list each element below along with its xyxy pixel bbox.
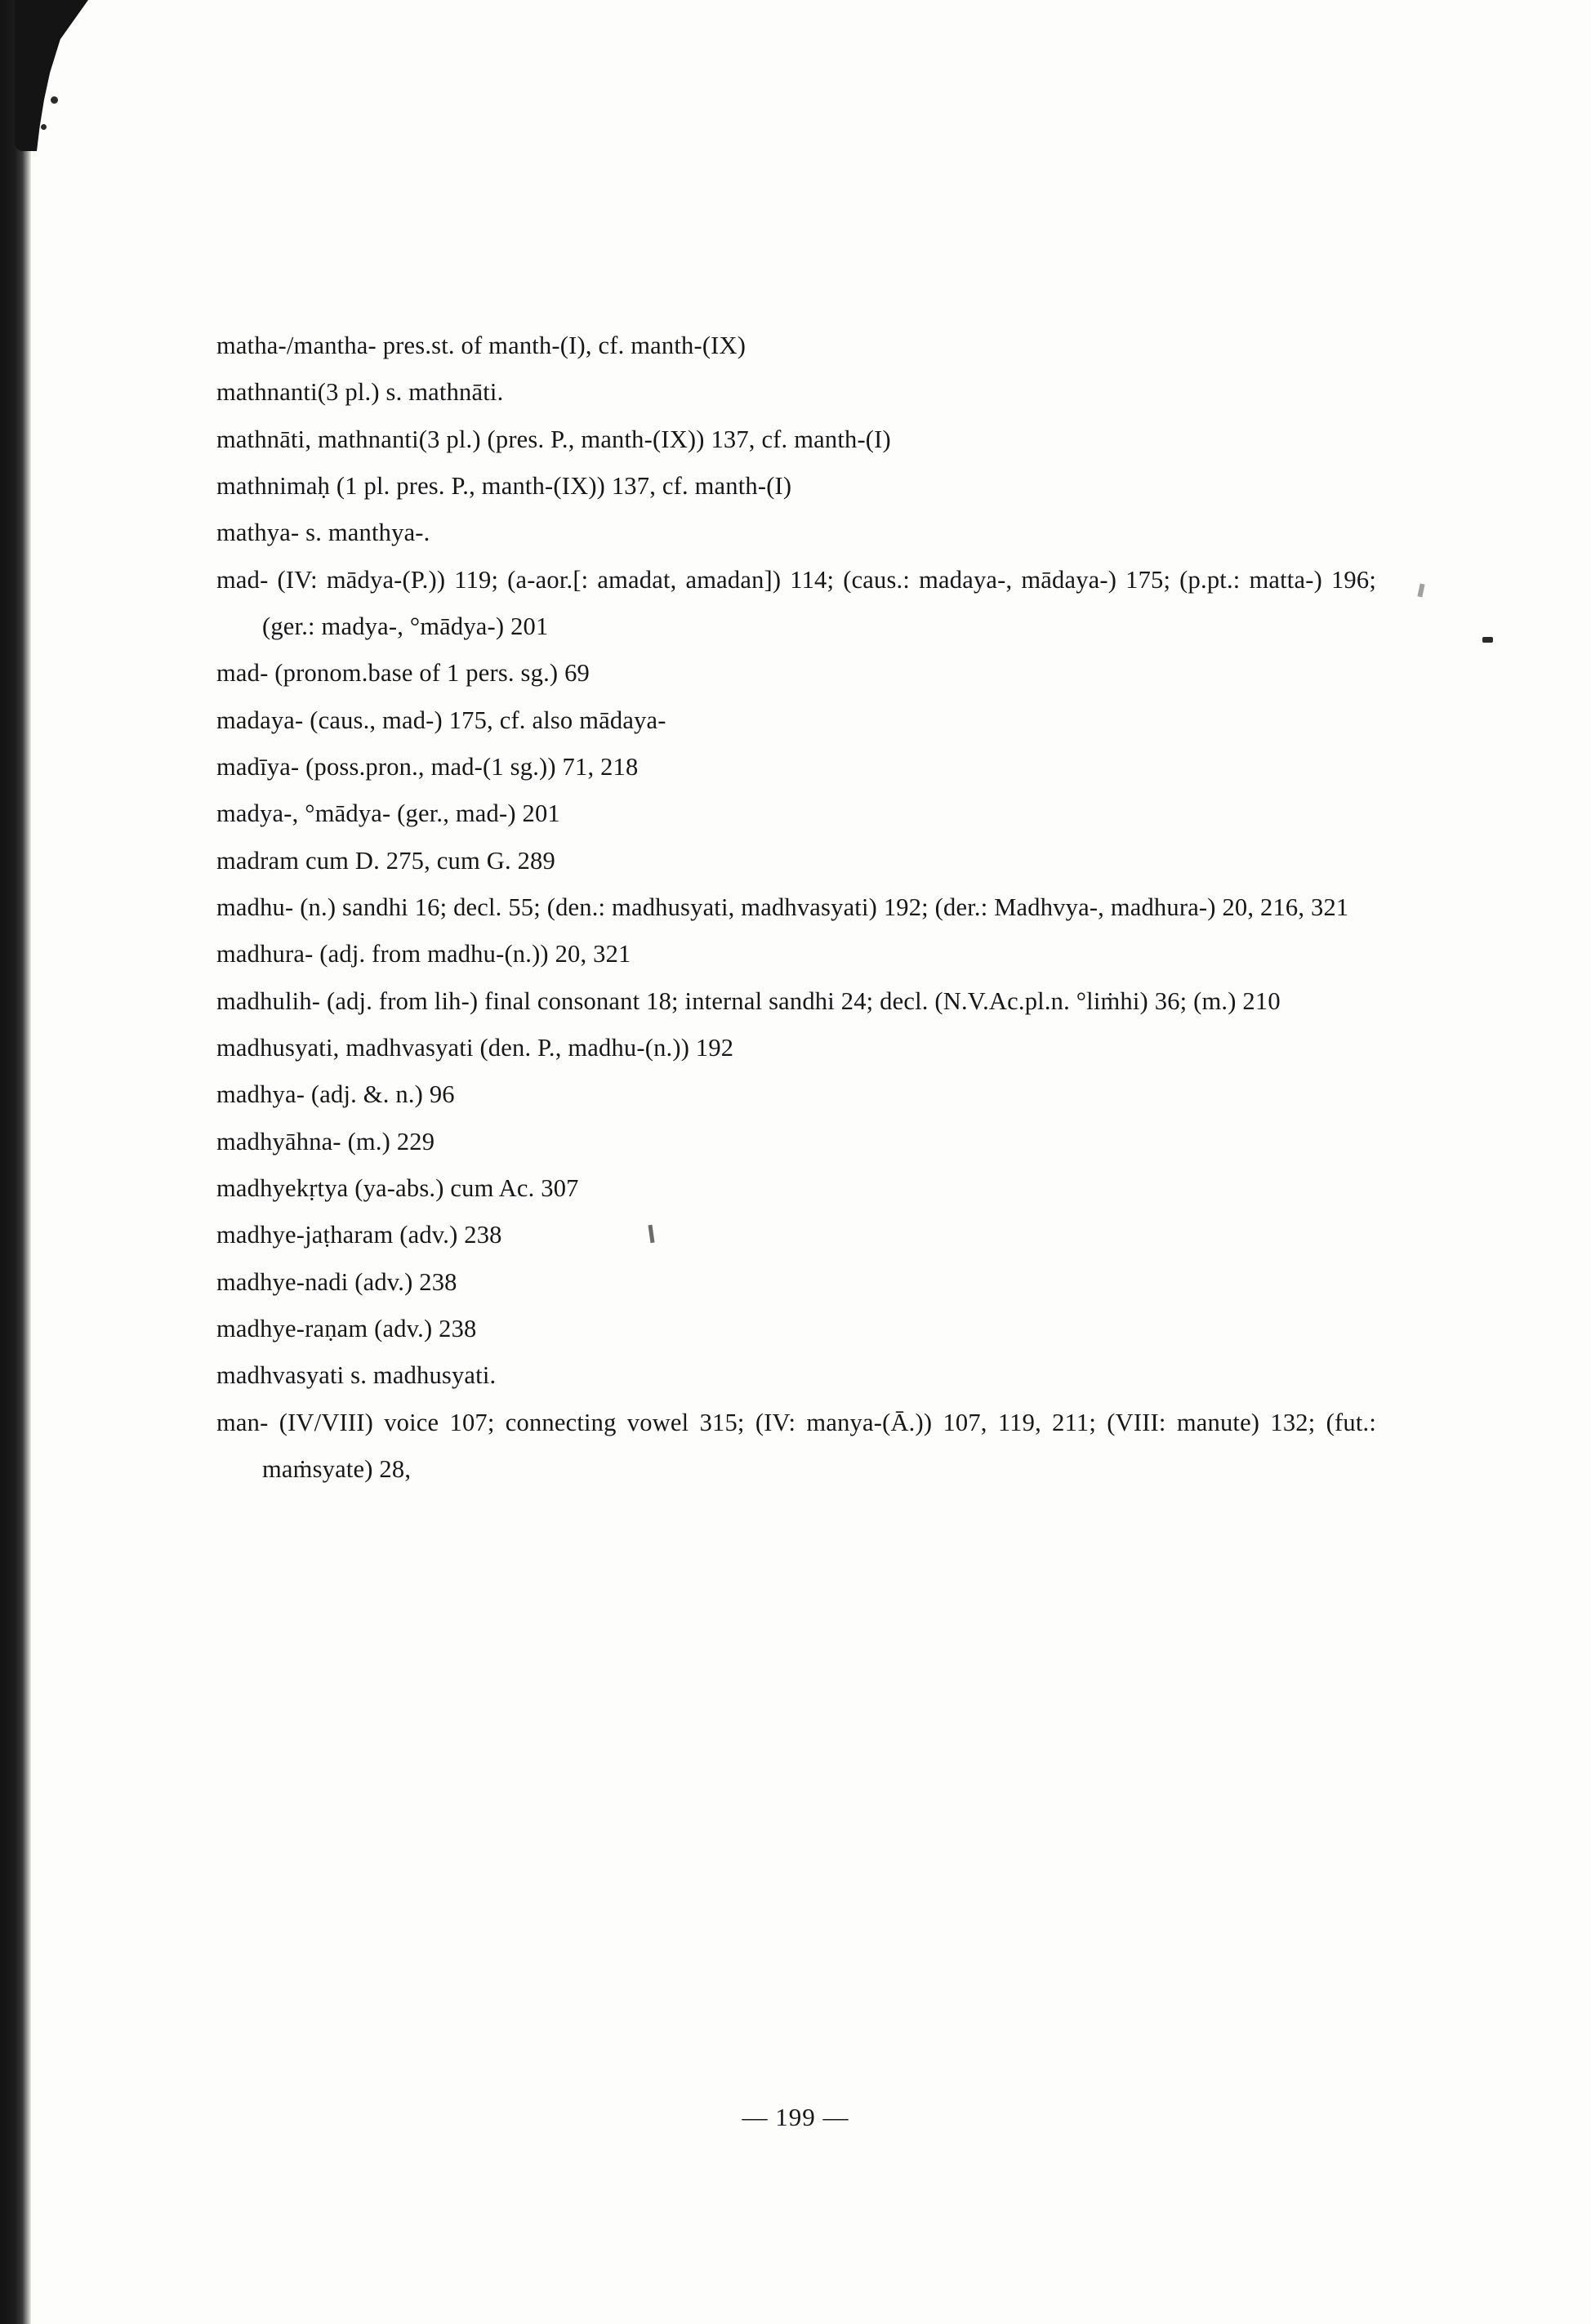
index-entry — [216, 369, 1376, 416]
scan-speck — [51, 96, 58, 104]
index-entry — [216, 1400, 1376, 1494]
scan-speck — [41, 124, 47, 130]
entry-body: (caus., mad-) 175, cf. also mādaya- — [303, 706, 666, 734]
entry-headword: madhyekṛtya — [216, 1173, 349, 1202]
index-entry — [216, 931, 1376, 977]
index-entry — [216, 650, 1376, 697]
index-entry — [216, 1352, 1376, 1399]
entry-body: (poss.pron., mad-(1 sg.)) 71, 218 — [299, 752, 639, 781]
entry-body: (adv.) 238 — [348, 1267, 457, 1296]
margin-mark — [1482, 637, 1493, 643]
entry-body: (ya-abs.) cum Ac. 307 — [348, 1173, 579, 1202]
page-gutter-shadow — [0, 0, 31, 2324]
entry-body: (adj. &. n.) 96 — [305, 1080, 455, 1109]
entry-body: s. manthya-. — [299, 519, 430, 547]
entry-headword: mathnimaḥ — [216, 471, 331, 500]
index-entry — [216, 1025, 1376, 1071]
index-entry — [216, 510, 1376, 556]
entry-headword: madhura- — [216, 940, 314, 968]
entry-headword: mad- — [216, 659, 269, 688]
entry-body: (pronom.base of 1 pers. sg.) 69 — [268, 659, 590, 688]
entry-headword: mathnanti(3 pl.) — [216, 378, 380, 407]
index-entry — [216, 1212, 1376, 1258]
index-entry — [216, 416, 1376, 463]
entry-body: (n.) sandhi 16; decl. 55; (den.: madhusyati, madhvasyati) 192; (der.: Madhvya-, madhura-) 20, 216, 321 — [293, 893, 1349, 921]
page-number: — 199 — — [742, 2103, 849, 2131]
entry-body: (pres. P., manth-(IX)) 137, cf. manth-(I) — [480, 425, 891, 453]
index-entry — [216, 1259, 1376, 1306]
index-entry — [216, 463, 1376, 510]
entry-headword: madhye-jaṭharam — [216, 1221, 394, 1249]
entry-headword: mad- — [216, 565, 269, 594]
index-entry — [216, 884, 1376, 931]
entry-body: s. mathnāti. — [379, 378, 504, 407]
entry-headword: madīya- — [216, 752, 300, 781]
entry-headword: madaya- — [216, 706, 304, 734]
entry-body: s. madhusyati. — [344, 1361, 497, 1390]
entry-headword: madhye-nadi — [216, 1267, 349, 1296]
entry-headword: madhye-raṇam — [216, 1314, 368, 1342]
entry-body: (adv.) 238 — [393, 1221, 502, 1249]
entry-body: (ger., mad-) 201 — [390, 799, 560, 828]
entry-headword: madhusyati, madhvasyati — [216, 1033, 474, 1062]
index-entry — [216, 1119, 1376, 1165]
entry-headword: madhyāhna- — [216, 1127, 341, 1155]
entry-body: (den. P., madhu-(n.)) 192 — [473, 1033, 734, 1062]
index-entry — [216, 557, 1376, 651]
entry-headword: madya-, °mādya- — [216, 799, 391, 828]
entry-headword: madhulih- — [216, 986, 321, 1015]
entry-body: (IV/VIII) voice 107; connecting vowel 315; (IV: manya-(Ā.)) 107, 119, 211; (VIII: manute) 132; (fut.: maṁsyate) 28, — [262, 1408, 1376, 1483]
entry-headword: madram — [216, 846, 300, 875]
index-entry-list — [216, 323, 1376, 1493]
entry-body: (IV: mādya-(P.)) 119; (a-aor.[: amadat, amadan]) 114; (caus.: madaya-, mādaya-) 175; (p.pt.: matta-) 196; (ger.: madya-, °mādya-) 201 — [262, 565, 1376, 640]
index-entry — [216, 1306, 1376, 1352]
entry-body: (1 pl. pres. P., manth-(IX)) 137, cf. manth-(I) — [330, 471, 792, 500]
index-entry — [216, 978, 1376, 1025]
index-entry — [216, 323, 1376, 369]
entry-body: (adj. from lih-) final consonant 18; internal sandhi 24; decl. (N.V.Ac.pl.n. °liṁhi) 36; (m.) 210 — [320, 986, 1281, 1015]
entry-body: cum D. 275, cum G. 289 — [299, 846, 555, 875]
entry-body: (adj. from madhu-(n.)) 20, 321 — [313, 940, 631, 968]
entry-body: (adv.) 238 — [368, 1314, 477, 1342]
entry-headword: matha-/mantha- — [216, 332, 377, 359]
entry-headword: madhu- — [216, 893, 294, 921]
entry-headword: madhvasyati — [216, 1361, 345, 1390]
index-entry — [216, 697, 1376, 744]
scan-speck — [1417, 584, 1424, 598]
index-entry — [216, 1071, 1376, 1118]
entry-headword: mathya- — [216, 519, 300, 547]
entry-body: pres.st. of manth-(I), cf. manth-(IX) — [376, 332, 746, 359]
index-entry — [216, 838, 1376, 884]
entry-headword: man- — [216, 1408, 269, 1436]
entry-body: (m.) 229 — [341, 1127, 435, 1155]
entry-headword: madhya- — [216, 1080, 305, 1109]
index-entry — [216, 1165, 1376, 1212]
index-entry — [216, 744, 1376, 790]
index-entry — [216, 790, 1376, 837]
entry-headword: mathnāti, mathnanti(3 pl.) — [216, 425, 481, 453]
scan-artifact-blob — [15, 0, 88, 151]
